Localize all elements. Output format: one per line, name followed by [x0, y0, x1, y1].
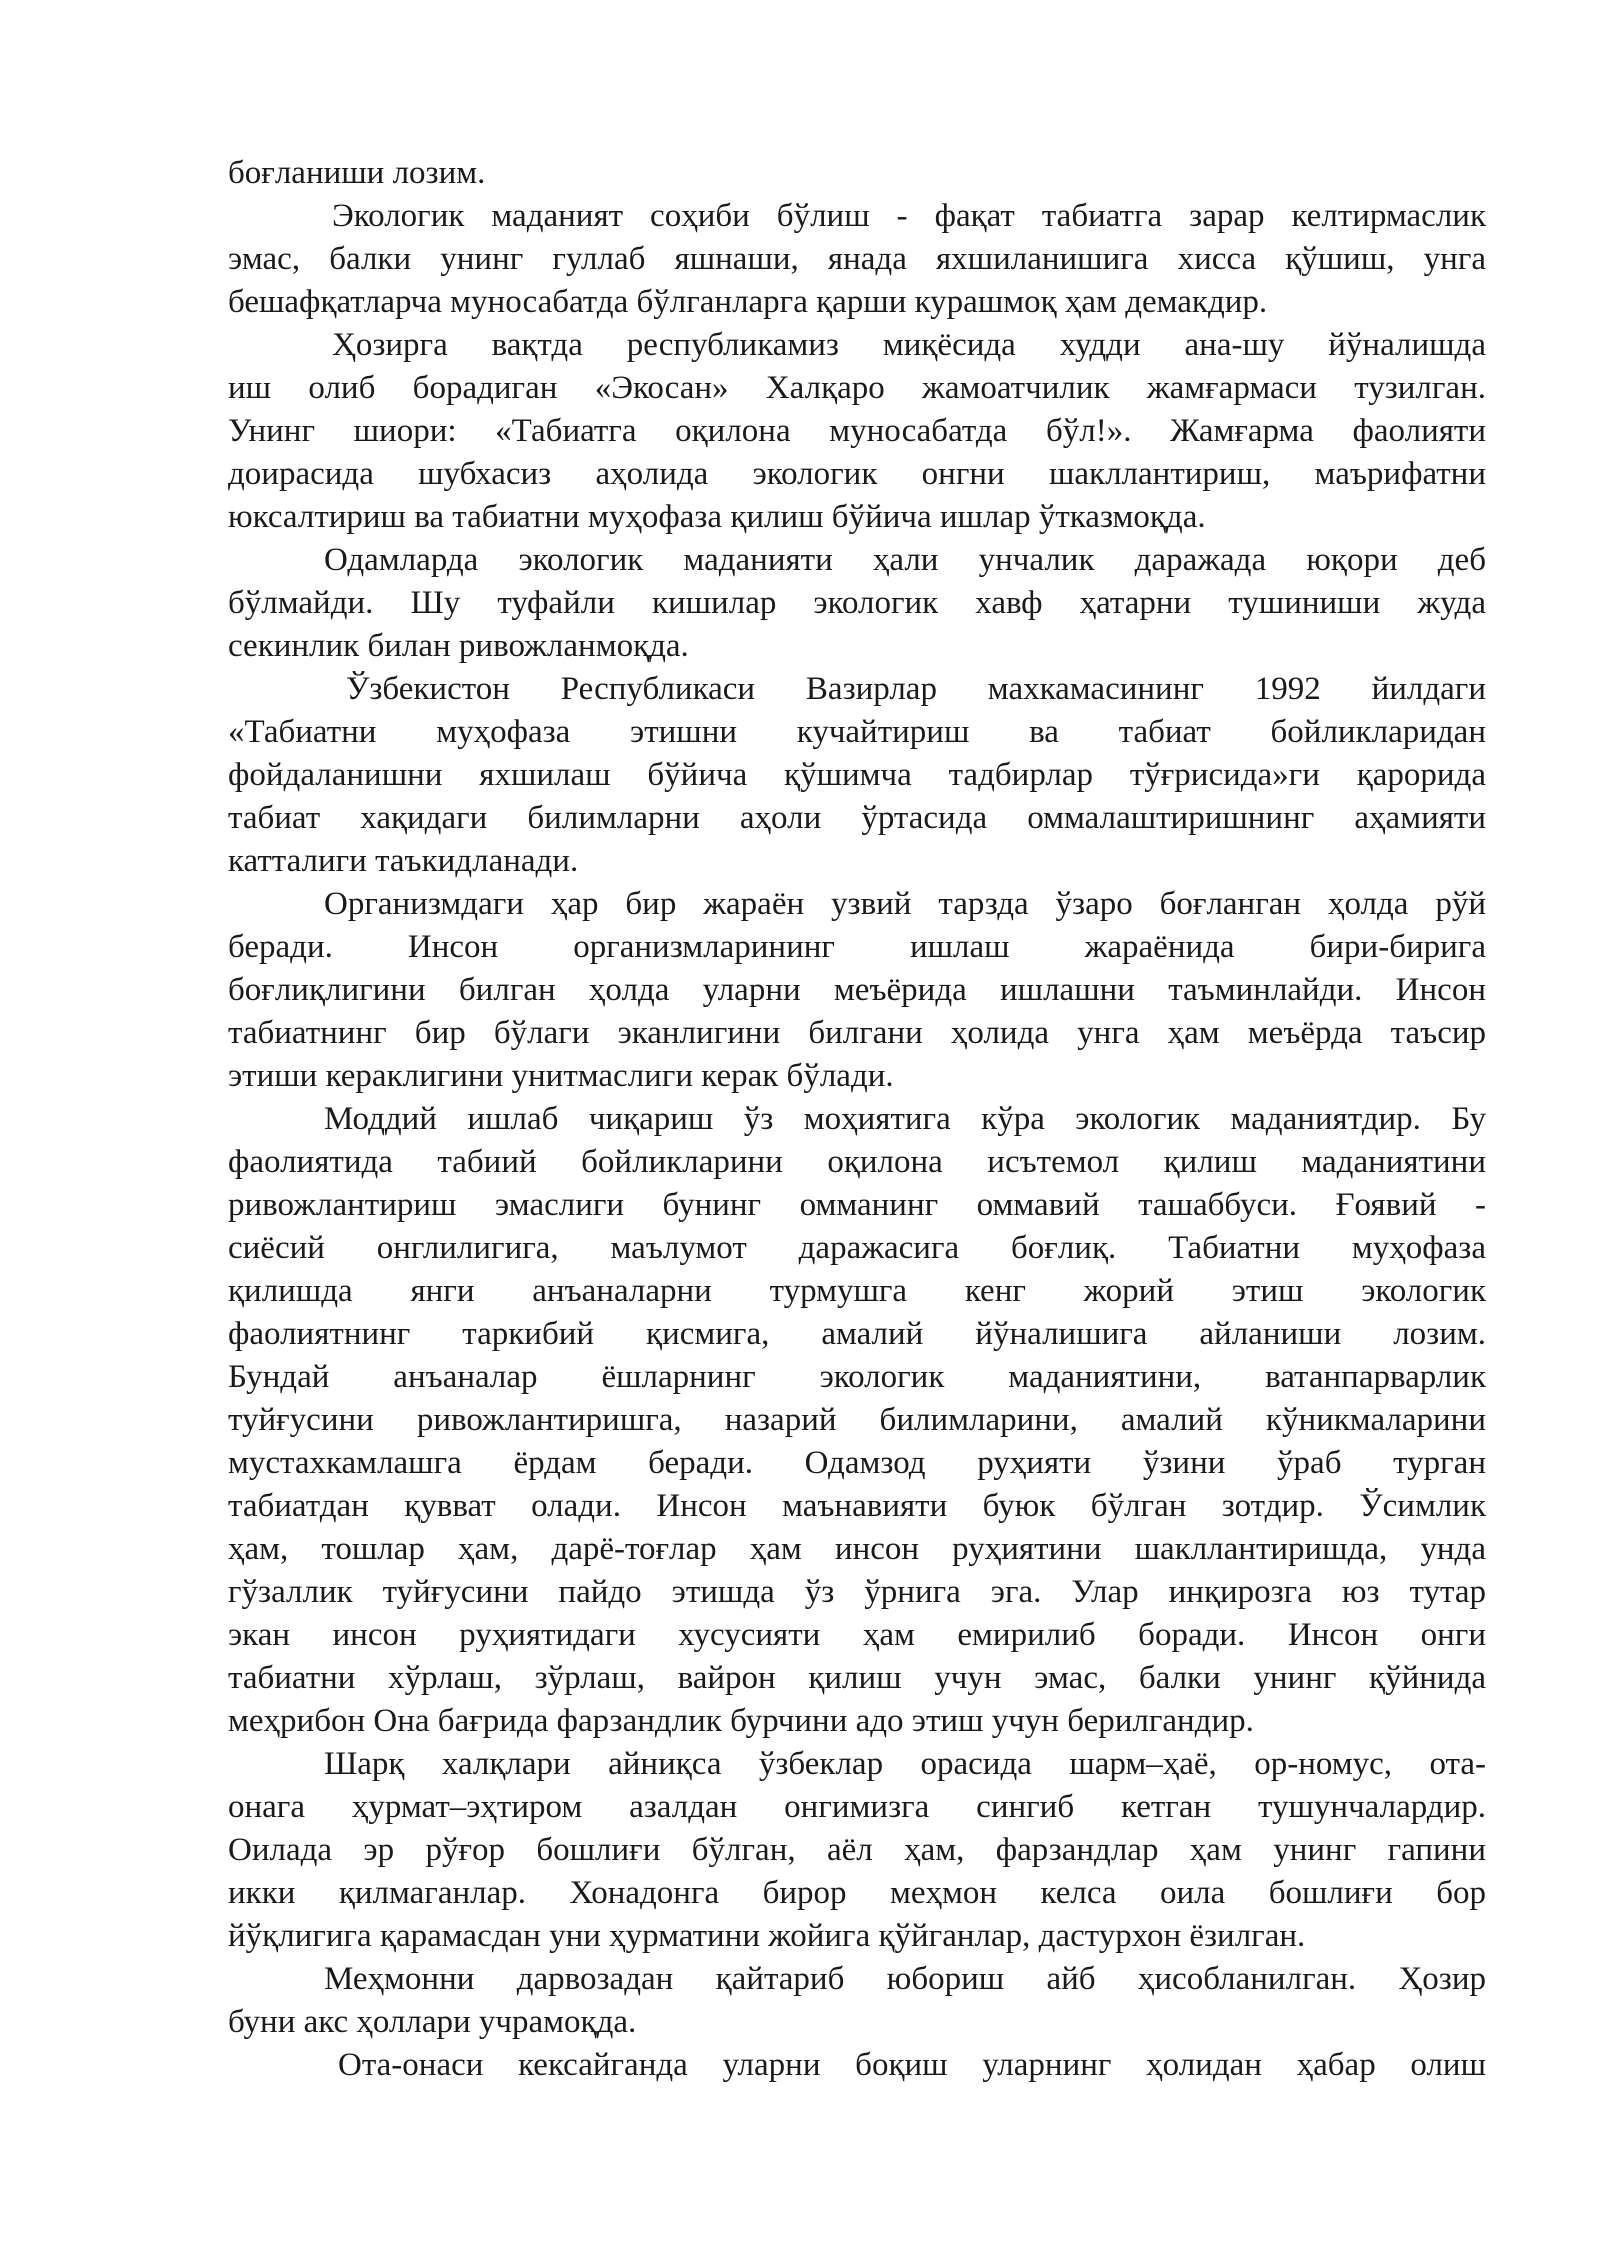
paragraph-first-line: Одамларда экологик маданияти ҳали унчалик даражада юқори деб [324, 542, 1486, 578]
text-line: эмас, балки унинг гуллаб яшнаши, янада яхшиланишига хисса қўшиш, унга [228, 241, 1486, 277]
paragraph-first-line: Ўзбекистон Республикаси Вазирлар махкамасининг 1992 йилдаги [346, 671, 1486, 707]
text-line: ривожлантириш эмаслиги бунинг омманинг оммавий ташаббуси. Ғоявий - [228, 1187, 1486, 1223]
text-line: табиатдан қувват олади. Инсон маънавияти буюк бўлган зотдир. Ўсимлик [228, 1488, 1486, 1524]
text-line: «Табиатни муҳофаза этишни кучайтириш ва табиат бойликларидан [228, 714, 1486, 750]
paragraph-first-line: Экологик маданият соҳиби бўлиш - фақат табиатга зарар келтирмаслик [332, 198, 1486, 234]
text-line: Бундай анъаналар ёшларнинг экологик маданиятини, ватанпарварлик [228, 1359, 1486, 1395]
text-line: экан инсон руҳиятидаги хусусияти ҳам емирилиб боради. Инсон онги [228, 1617, 1486, 1653]
paragraph-first-line: Организмдаги ҳар бир жараён узвий тарзда ўзаро боғланган ҳолда рўй [324, 886, 1486, 922]
text-line: табиат хақидаги билимларни аҳоли ўртасида оммалаштиришнинг аҳамияти [228, 800, 1486, 836]
text-line: юксалтириш ва табиатни муҳофаза қилиш бўйича ишлар ўтказмоқда. [228, 499, 1206, 535]
text-line: боғланиши лозим. [228, 155, 486, 191]
text-line: этиши кераклигини унитмаслиги керак бўлади. [228, 1058, 894, 1094]
paragraph-first-line: Моддий ишлаб чиқариш ўз моҳиятига кўра экологик маданиятдир. Бу [324, 1101, 1486, 1137]
text-line: Оилада эр рўғор бошлиғи бўлган, аёл ҳам, фарзандлар ҳам унинг гапини [228, 1832, 1486, 1868]
paragraph-first-line: Шарқ халқлари айниқса ўзбеклар орасида шарм–ҳаё, ор-номус, ота- [324, 1746, 1486, 1782]
text-line: меҳрибон Она бағрида фарзандлик бурчини адо этиш учун берилгандир. [228, 1703, 1254, 1739]
text-line: фаолиятида табиий бойликларини оқилона исътемол қилиш маданиятини [228, 1144, 1486, 1180]
document-page [228, 152, 1486, 2087]
text-line: бешафқатларча муносабатда бўлганларга қарши курашмоқ ҳам демакдир. [228, 284, 1268, 320]
text-line: табиатни хўрлаш, зўрлаш, вайрон қилиш учун эмас, балки унинг қўйнида [228, 1660, 1486, 1696]
text-line: доирасида шубхасиз аҳолида экологик онгни шакллантириш, маърифатни [228, 456, 1486, 492]
text-line: катталиги таъкидланади. [228, 843, 579, 879]
text-line: фойдаланишни яхшилаш бўйича қўшимча тадбирлар тўғрисида»ги қарорида [228, 757, 1486, 793]
text-line: онага ҳурмат–эҳтиром азалдан онгимизга сингиб кетган тушунчалардир. [228, 1789, 1486, 1825]
paragraph-first-line: Меҳмонни дарвозадан қайтариб юбориш айб ҳисобланилган. Ҳозир [324, 1961, 1486, 1997]
text-line: табиатнинг бир бўлаги эканлигини билгани ҳолида унга ҳам меъёрда таъсир [228, 1015, 1486, 1051]
text-line: боғлиқлигини билган ҳолда уларни меъёрида ишлашни таъминлайди. Инсон [228, 972, 1486, 1008]
text-line: буни акс ҳоллари учрамоқда. [228, 2004, 637, 2040]
text-line: қилишда янги анъаналарни турмушга кенг жорий этиш экологик [228, 1273, 1486, 1309]
text-line: фаолиятнинг таркибий қисмига, амалий йўналишига айланиши лозим. [228, 1316, 1486, 1352]
text-line: мустахкамлашга ёрдам беради. Одамзод руҳияти ўзини ўраб турган [228, 1445, 1486, 1481]
text-line: Унинг шиори: «Табиатга оқилона муносабатда бўл!». Жамғарма фаолияти [228, 413, 1486, 449]
paragraph-first-line: Ота-онаси кексайганда уларни боқиш уларнинг ҳолидан ҳабар олиш [338, 2047, 1486, 2083]
text-line: гўзаллик туйғусини пайдо этишда ўз ўрнига эга. Улар инқирозга юз тутар [228, 1574, 1486, 1610]
text-line: бўлмайди. Шу туфайли кишилар экологик хавф ҳатарни тушиниши жуда [228, 585, 1486, 621]
text-line: сиёсий онглилигига, маълумот даражасига боғлиқ. Табиатни муҳофаза [228, 1230, 1486, 1266]
text-line: беради. Инсон организмларининг ишлаш жараёнида бири-бирига [228, 929, 1486, 965]
paragraph-first-line: Ҳозирга вақтда республикамиз миқёсида худди ана-шу йўналишда [332, 327, 1486, 363]
text-line: иш олиб борадиган «Экосан» Халқаро жамоатчилик жамғармаси тузилган. [228, 370, 1486, 406]
text-line: икки қилмаганлар. Хонадонга бирор меҳмон келса оила бошлиғи бор [228, 1875, 1486, 1911]
text-line: йўқлигига қарамасдан уни ҳурматини жойига қўйганлар, дастурхон ёзилган. [228, 1918, 1306, 1954]
text-line: секинлик билан ривожланмоқда. [228, 628, 689, 664]
text-line: туйғусини ривожлантиришга, назарий билимларини, амалий кўникмаларини [228, 1402, 1486, 1438]
text-line: ҳам, тошлар ҳам, дарё-тоғлар ҳам инсон руҳиятини шакллантиришда, унда [228, 1531, 1486, 1567]
